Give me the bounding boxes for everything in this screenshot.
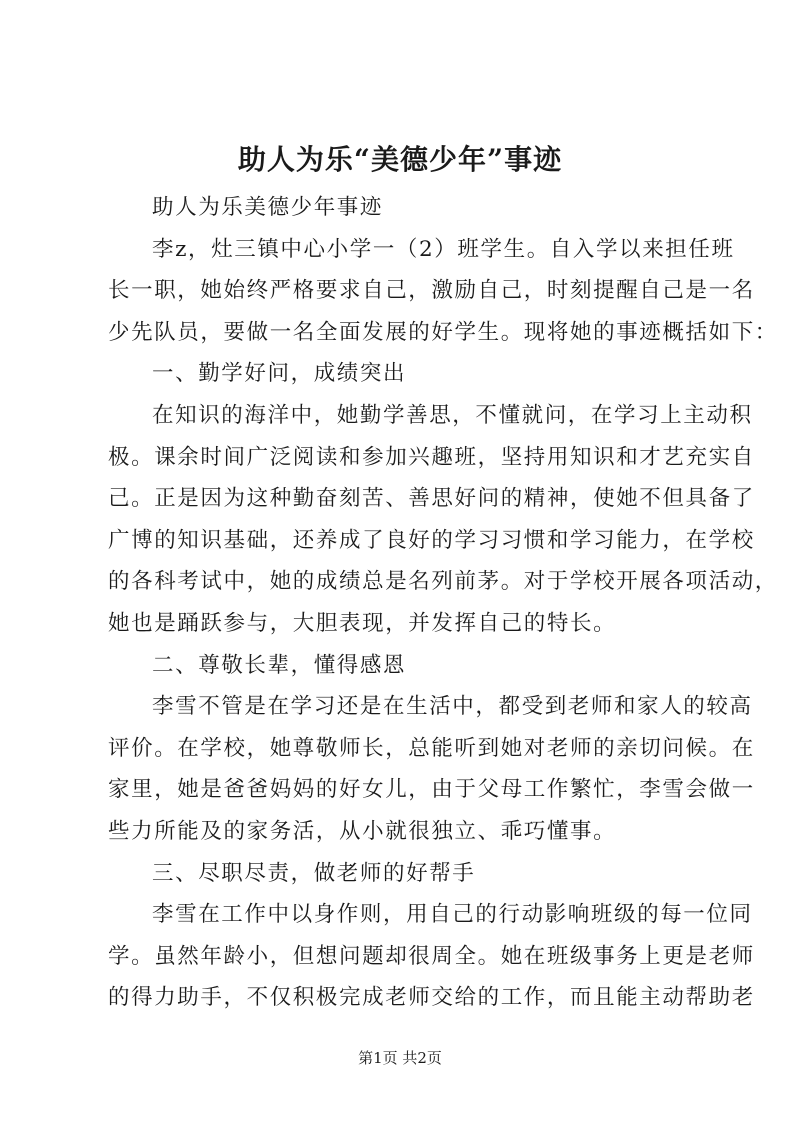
paragraph-line: 长一职，她始终严格要求自己，激励自己，时刻提醒自己是一名 [108, 278, 755, 304]
subtitle-line: 助人为乐美德少年事迹 [152, 195, 384, 220]
page-number-footer: 第1页 共2页 [358, 1049, 442, 1067]
paragraph-line: 些力所能及的家务活，从小就很独立、乖巧懂事。 [108, 818, 617, 844]
paragraph-line: 己。正是因为这种勤奋刻苦、善思好问的精神，使她不但具备了 [108, 486, 755, 512]
paragraph-line: 极。课余时间广泛阅读和参加兴趣班，坚持用知识和才艺充实自 [108, 444, 755, 470]
paragraph-line: 少先队员，要做一名全面发展的好学生。现将她的事迹概括如下： [108, 319, 778, 345]
paragraph-line: 的得力助手，不仅积极完成老师交给的工作，而且能主动帮助老 [108, 985, 755, 1011]
paragraph-line: 李z，灶三镇中心小学一（2）班学生。自入学以来担任班 [152, 236, 735, 262]
paragraph-line: 学。虽然年龄小，但想问题却很周全。她在班级事务上更是老师 [108, 943, 755, 969]
section-heading: 二、尊敬长辈，懂得感恩 [152, 652, 407, 678]
paragraph-line: 在知识的海洋中，她勤学善思，不懂就问，在学习上主动积 [152, 402, 753, 428]
paragraph-line: 李雪不管是在学习还是在生活中，都受到老师和家人的较高 [152, 694, 753, 720]
paragraph-line: 的各科考试中，她的成绩总是名列前茅。对于学校开展各项活动， [108, 569, 778, 595]
document-title: 助人为乐“美德少年”事迹 [237, 143, 563, 176]
section-heading: 一、勤学好问，成绩突出 [152, 361, 407, 387]
paragraph-line: 家里，她是爸爸妈妈的好女儿，由于父母工作繁忙，李雪会做一 [108, 777, 755, 803]
paragraph-line: 李雪在工作中以身作则，用自己的行动影响班级的每一位同 [152, 902, 753, 928]
paragraph-line: 广博的知识基础，还养成了良好的学习习惯和学习能力，在学校 [108, 527, 755, 553]
paragraph-line: 评价。在学校，她尊敬师长，总能听到她对老师的亲切问候。在 [108, 735, 755, 761]
document-body [108, 187, 778, 1019]
paragraph-line: 她也是踊跃参与，大胆表现，并发挥自己的特长。 [108, 610, 617, 636]
section-heading: 三、尽职尽责，做老师的好帮手 [152, 860, 476, 886]
